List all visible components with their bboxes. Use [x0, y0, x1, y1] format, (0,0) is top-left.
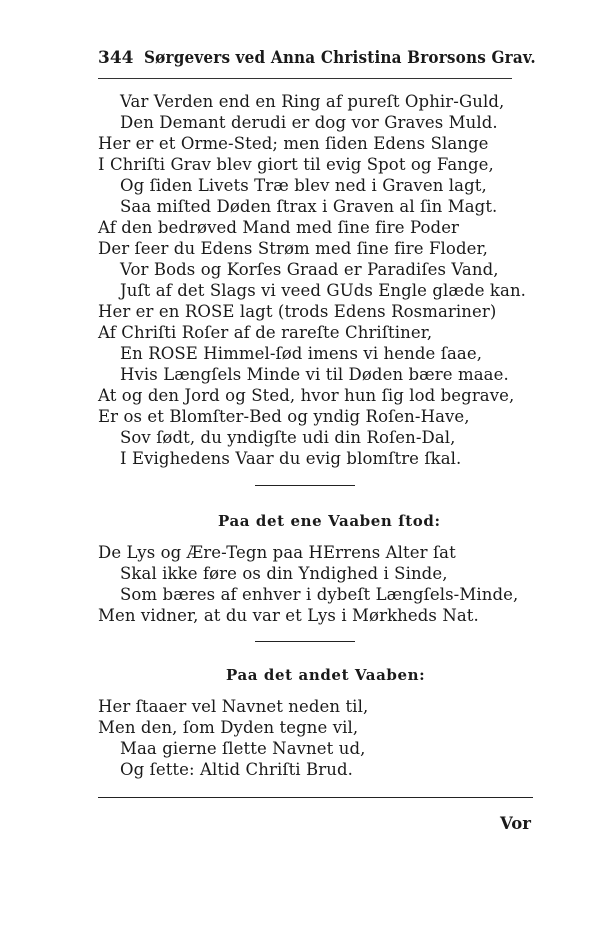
poem-line: Vor Bods og Korſes Graad er Paradiſes Vand, [120, 260, 499, 279]
verse-line: Skal ikke føre os din Yndighed i Sinde, [120, 564, 448, 583]
verse-line: Og ſette: Altid Chriſti Brud. [120, 760, 353, 779]
section-divider [255, 485, 355, 486]
poem-line: Her er et Orme-Sted; men ſiden Edens Slange [98, 134, 489, 153]
section-divider [255, 641, 355, 642]
poem-line: Var Verden end en Ring af pureſt Ophir-Guld, [120, 92, 505, 111]
section-heading-first-arms: Paa det ene Vaaben ſtod: [218, 512, 441, 530]
poem-line: Der ſeer du Edens Strøm med ſine fire Floder, [98, 239, 489, 258]
poem-line: Af Chriſti Roſer af de rareſte Chriſtiner, [98, 323, 433, 342]
poem-line: Juſt af det Slags vi veed GUds Engle glæde kan. [120, 281, 527, 300]
verse-line: Men den, ſom Dyden tegne vil, [98, 718, 359, 737]
poem-line: I Evighedens Vaar du evig blomſtre ſkal. [120, 449, 462, 468]
poem-line: Og ſiden Livets Træ blev ned i Graven lagt, [120, 176, 487, 195]
verse-line: Her ſtaaer vel Navnet neden til, [98, 697, 369, 716]
poem-line: Den Demant derudi er dog vor Graves Muld. [120, 113, 498, 132]
verse-line: Som bæres af enhver i dybeſt Længſels-Minde, [120, 585, 519, 604]
poem-line: I Chriſti Grav blev giort til evig Spot og Fange, [98, 155, 494, 174]
poem-line: Hvis Længſels Minde vi til Døden bære maae. [120, 365, 509, 384]
verse-line: Men vidner, at du var et Lys i Mørkheds Nat. [98, 606, 479, 625]
poem-line: Saa miſted Døden ſtrax i Graven al ſin Magt. [120, 197, 498, 216]
verse-line: De Lys og Ære-Tegn paa HErrens Alter ſat [98, 543, 456, 562]
running-title: Sørgevers ved Anna Christina Brorsons Grav. [144, 48, 536, 68]
poem-line: Er os et Blomſter-Bed og yndig Roſen-Have, [98, 407, 470, 426]
catchword: Vor [500, 814, 531, 833]
page-number: 344 [98, 48, 134, 68]
page-header [98, 48, 536, 76]
poem-line: En ROSE Himmel-ſød imens vi hende ſaae, [120, 344, 483, 363]
poem-line: Sov ſødt, du yndigſte udi din Roſen-Dal, [120, 428, 456, 447]
poem-line: Af den bedrøved Mand med ſine fire Poder [98, 218, 460, 237]
poem-line: Her er en ROSE lagt (trods Edens Rosmariner) [98, 302, 497, 321]
footer-rule [98, 797, 533, 798]
header-rule [98, 78, 512, 79]
section-heading-second-arms: Paa det andet Vaaben: [226, 666, 426, 684]
verse-line: Maa gierne ſlette Navnet ud, [120, 739, 366, 758]
poem-line: At og den Jord og Sted, hvor hun ſig lod begrave, [98, 386, 515, 405]
